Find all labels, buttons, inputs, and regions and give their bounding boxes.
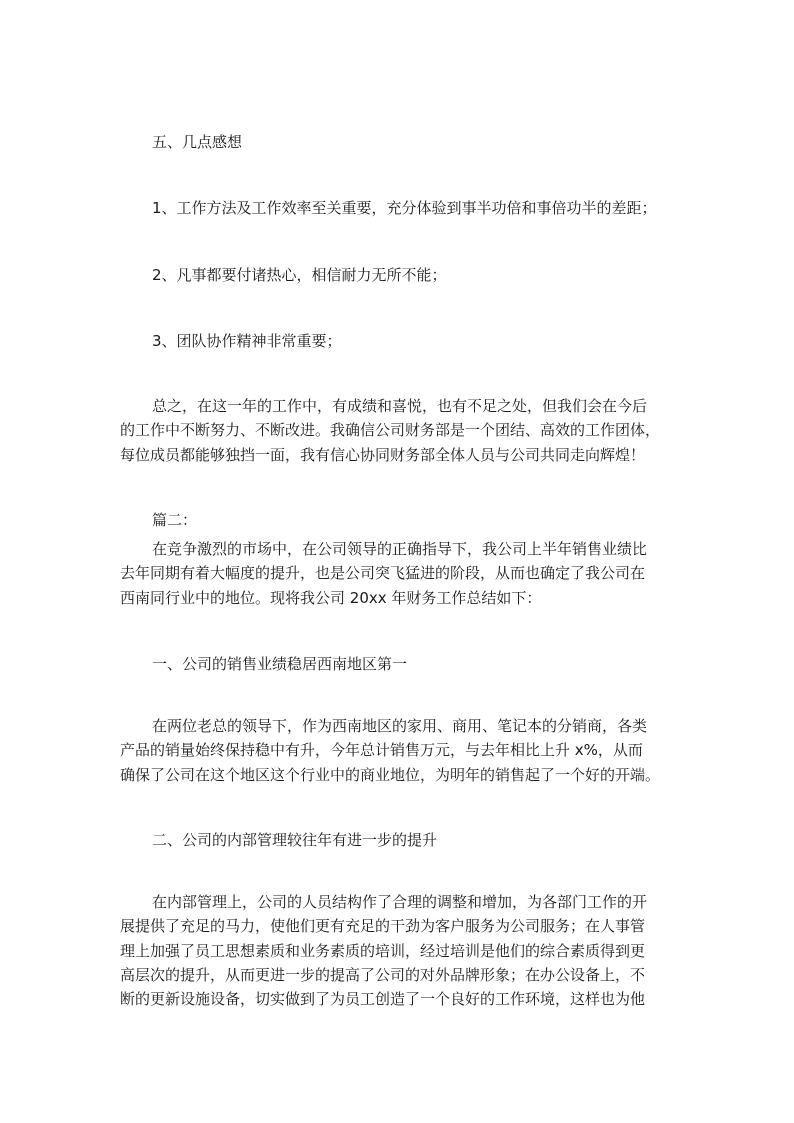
paragraph-line: 高层次的提升，从而更进一步的提高了公司的对外品牌形象；在办公设备上，不 (120, 965, 646, 984)
paragraph-line: 理上加强了员工思想素质和业务素质的培训，经过培训是他们的综合素质得到更 (120, 941, 646, 960)
list-item: 2、凡事都要付诸热心，相信耐力无所不能； (152, 266, 447, 284)
paragraph-line: 确保了公司在这个地区这个行业中的商业地位，为明年的销售起了一个好的开端。 (120, 765, 661, 784)
paragraph-line: 西南同行业中的地位。现将我公司 20xx 年财务工作总结如下： (120, 588, 542, 607)
paragraph-line: 断的更新设施设备，切实做到了为员工创造了一个良好的工作环境，这样也为他 (120, 990, 646, 1009)
paragraph-line: 产品的销量始终保持稳中有升，今年总计销售万元，与去年相比上升 x%，从而 (120, 741, 643, 760)
sales-paragraph (120, 714, 678, 787)
paragraph-line: 去年同期有着大幅度的提升，也是公司突飞猛进的阶段，从而也确定了我公司在 (120, 564, 646, 583)
section-heading-feelings: 五、几点感想 (152, 133, 243, 151)
list-item: 3、团队协作精神非常重要； (152, 332, 342, 350)
paragraph-line: 在内部管理上，公司的人员结构作了合理的调整和增加，为各部门工作的开 (152, 893, 648, 911)
paragraph-line: 展提供了充足的马力，使他们更有充足的干劲为客户服务为公司服务；在人事管 (120, 917, 646, 936)
section-heading-sales: 一、公司的销售业绩稳居西南地区第一 (152, 655, 408, 673)
conclusion-paragraph (120, 394, 678, 467)
section-heading-management: 二、公司的内部管理较往年有进一步的提升 (152, 831, 438, 849)
paragraph-line: 总之，在这一年的工作中，有成绩和喜悦，也有不足之处，但我们会在今后 (152, 397, 648, 415)
list-item: 1、工作方法及工作效率至关重要，充分体验到事半功倍和事倍功半的差距； (152, 199, 657, 217)
paragraph-line: 每位成员都能够独挡一面，我有信心协同财务部全体人员与公司共同走向辉煌！ (120, 445, 646, 464)
paragraph-line: 的工作中不断努力、不断改进。我确信公司财务部是一个团结、高效的工作团体， (120, 421, 661, 440)
paragraph-line: 在两位老总的领导下，作为西南地区的家用、商用、笔记本的分销商，各类 (152, 717, 648, 735)
intro-paragraph (120, 537, 678, 610)
paragraph-line: 在竞争激烈的市场中，在公司领导的正确指导下，我公司上半年销售业绩比 (152, 540, 648, 558)
part-heading: 篇二： (152, 511, 198, 529)
management-paragraph (120, 890, 678, 1011)
